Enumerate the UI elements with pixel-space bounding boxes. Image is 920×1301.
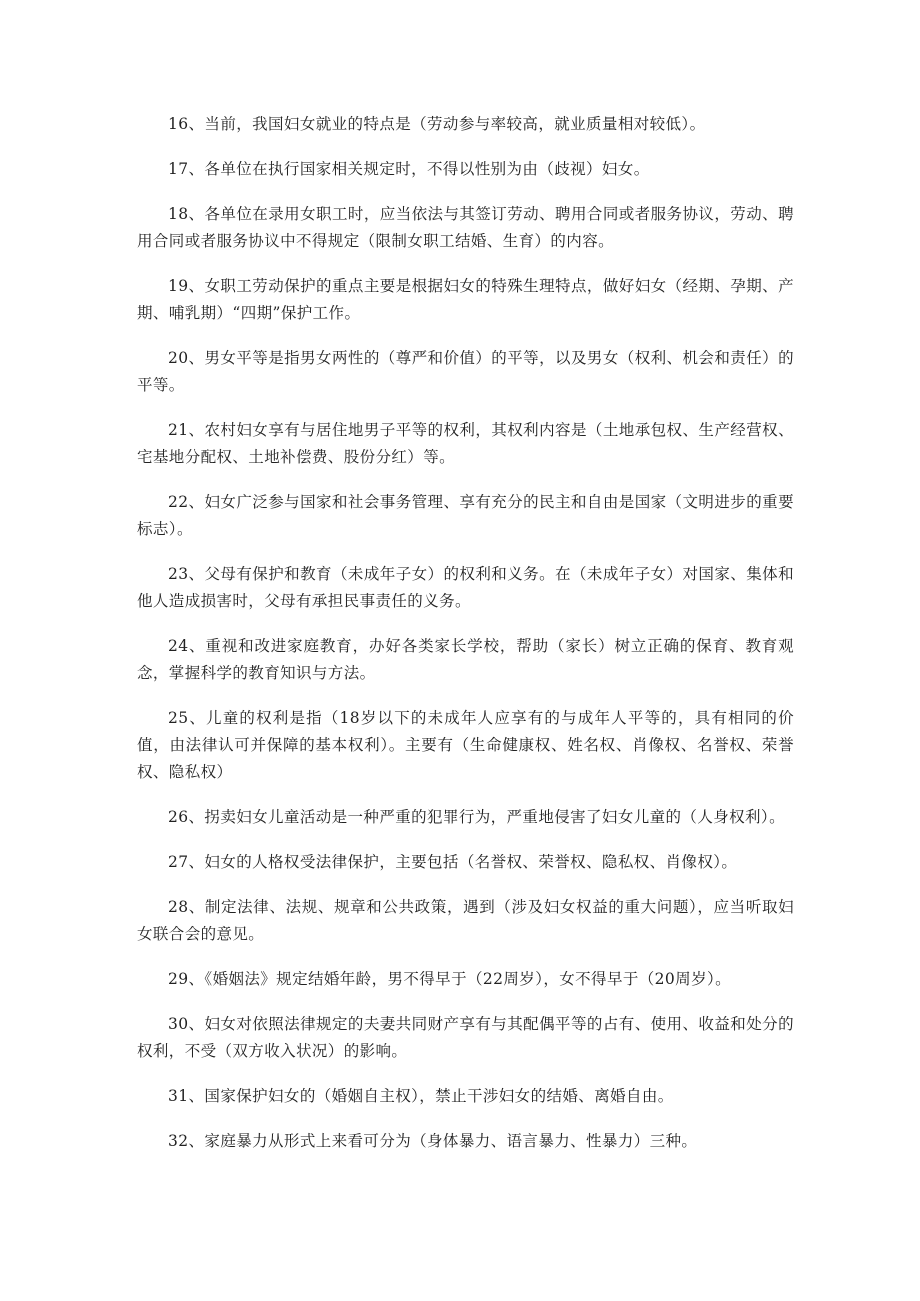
- question-26: 26、拐卖妇女儿童活动是一种严重的犯罪行为，严重地侵害了妇女儿童的（人身权利）。: [168, 808, 785, 826]
- question-18: 18、各单位在录用女职工时，应当依法与其签订劳动、聘用合同或者服务协议，劳动、聘用合同或者服务协议中不得规定（限制女职工结婚、生育）的内容。: [137, 205, 794, 250]
- question-17: 17、各单位在执行国家相关规定时，不得以性别为由（歧视）妇女。: [168, 160, 650, 178]
- question-28: 28、制定法律、法规、规章和公共政策，遇到（涉及妇女权益的重大问题），应当听取妇女联合会的意见。: [137, 898, 794, 943]
- question-31: 31、国家保护妇女的（婚姻自主权），禁止干涉妇女的结婚、离婚自由。: [168, 1087, 674, 1105]
- question-16: 16、当前，我国妇女就业的特点是（劳动参与率较高，就业质量相对较低）。: [168, 115, 706, 133]
- question-19: 19、女职工劳动保护的重点主要是根据妇女的特殊生理特点，做好妇女（经期、孕期、产期、哺乳期）“四期”保护工作。: [137, 277, 794, 322]
- question-20: 20、男女平等是指男女两性的（尊严和价值）的平等，以及男女（权利、机会和责任）的平等。: [137, 349, 794, 394]
- question-27: 27、妇女的人格权受法律保护，主要包括（名誉权、荣誉权、隐私权、肖像权）。: [168, 853, 738, 871]
- question-30: 30、妇女对依照法律规定的夫妻共同财产享有与其配偶平等的占有、使用、收益和处分的权利，不受（双方收入状况）的影响。: [137, 1015, 794, 1060]
- question-25: 25、儿童的权利是指（18岁以下的未成年人应享有的与成年人平等的，具有相同的价值，由法律认可并保障的基本权利）。主要有（生命健康权、姓名权、肖像权、名誉权、荣誉权、隐私权）: [137, 709, 794, 781]
- question-29: 29、《婚姻法》规定结婚年龄，男不得早于（22周岁），女不得早于（20周岁）。: [168, 970, 732, 988]
- question-list: [137, 111, 794, 1173]
- question-21: 21、农村妇女享有与居住地男子平等的权利，其权利内容是（土地承包权、生产经营权、宅基地分配权、土地补偿费、股份分红）等。: [137, 421, 794, 466]
- question-23: 23、父母有保护和教育（未成年子女）的权利和义务。在（未成年子女）对国家、集体和他人造成损害时，父母有承担民事责任的义务。: [137, 565, 794, 610]
- question-24: 24、重视和改进家庭教育，办好各类家长学校，帮助（家长）树立正确的保育、教育观念，掌握科学的教育知识与方法。: [137, 637, 794, 682]
- question-32: 32、家庭暴力从形式上来看可分为（身体暴力、语言暴力、性暴力）三种。: [168, 1132, 698, 1150]
- question-22: 22、妇女广泛参与国家和社会事务管理、享有充分的民主和自由是国家（文明进步的重要标志）。: [137, 493, 794, 538]
